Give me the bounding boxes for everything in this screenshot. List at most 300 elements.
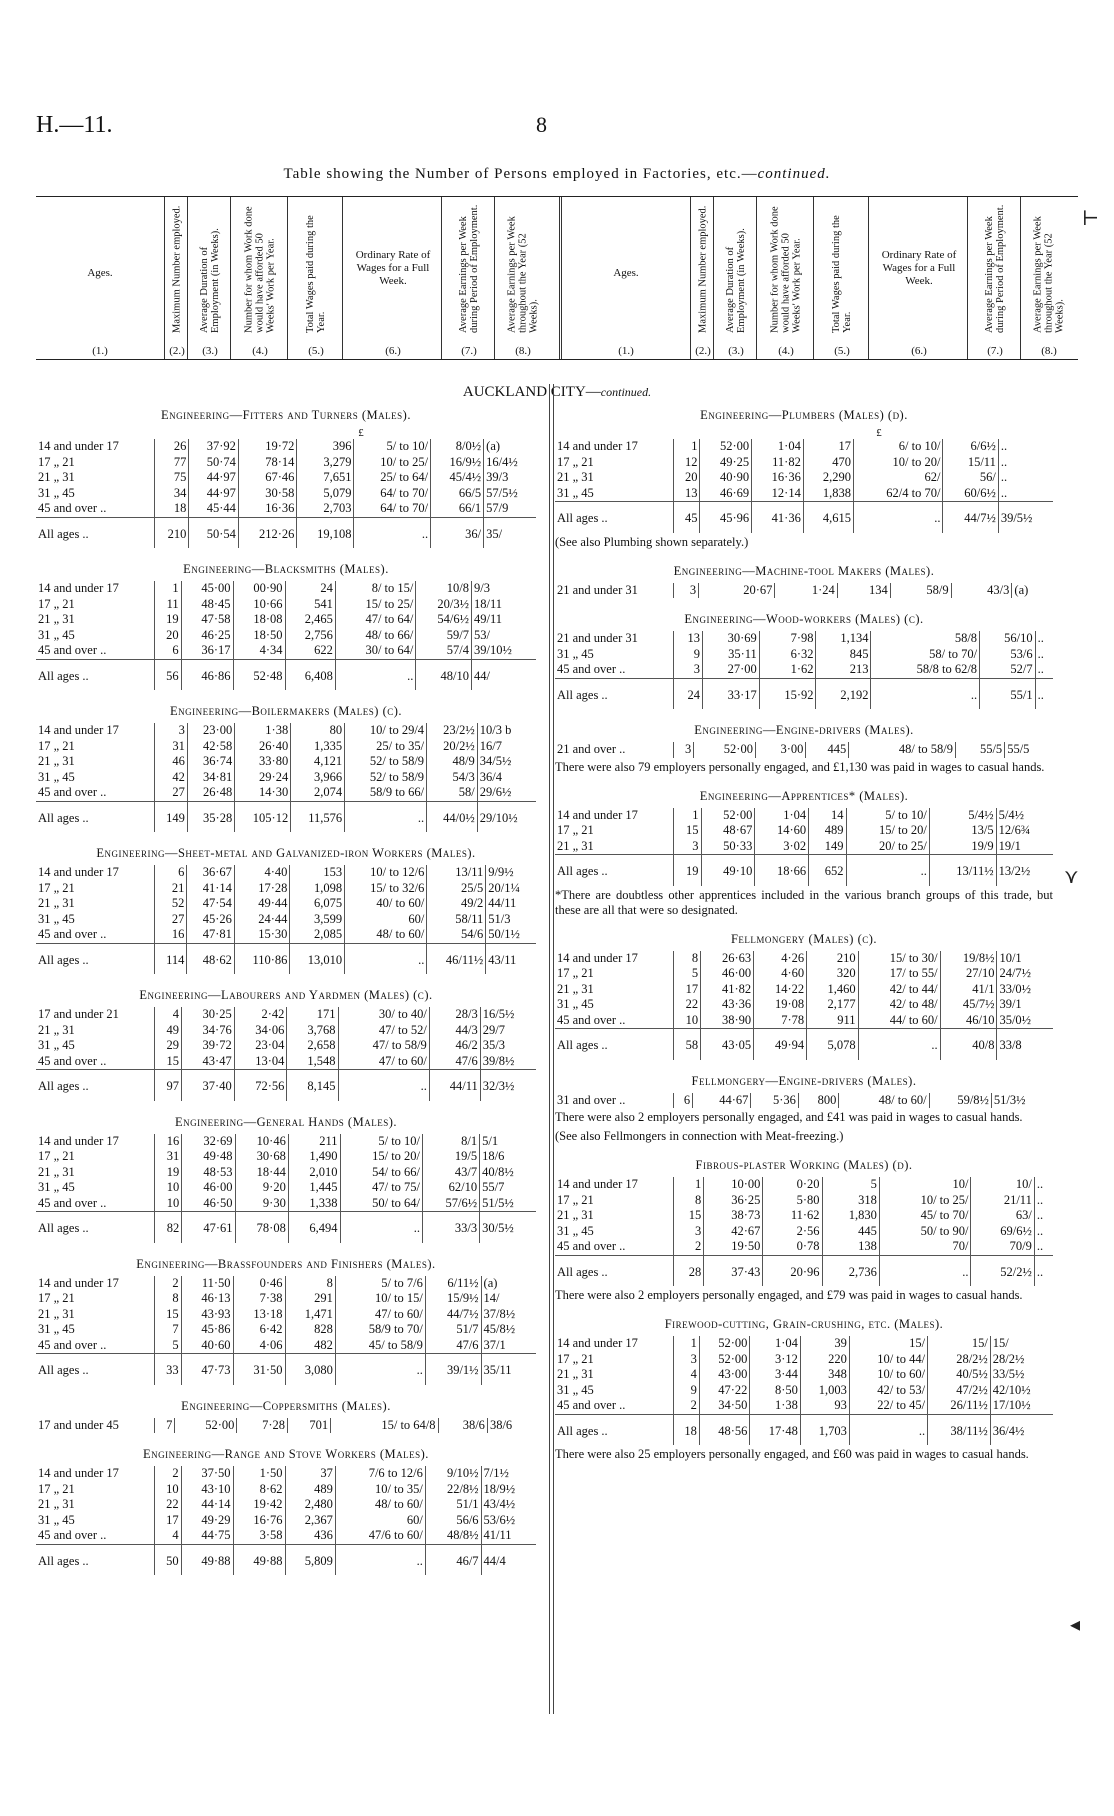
value-cell: ..: [853, 502, 943, 533]
value-cell: 16: [155, 1134, 182, 1150]
section-title: Firewood-cutting, Grain-crushing, etc. (Males).: [664, 1317, 944, 1331]
value-cell: 828: [285, 1322, 335, 1338]
column-number: (2.): [695, 345, 711, 357]
value-cell: 14·60: [755, 823, 809, 839]
value-cell: 43/7: [423, 1165, 480, 1181]
total-row: [555, 855, 1053, 886]
value-cell: ..: [1036, 1208, 1044, 1222]
section-note: (See also Fellmongers in connection with Meat-freezing.): [555, 1129, 844, 1143]
value-cell: 19,108: [297, 517, 354, 548]
value-cell: 6/11½: [425, 1276, 481, 1292]
value-cell: 12·14: [752, 486, 804, 502]
value-cell: 58/11: [427, 912, 486, 928]
age-cell: 31 „ 45: [36, 628, 155, 644]
age-cell: 31 „ 45: [555, 997, 674, 1013]
age-cell: All ages ..: [555, 1414, 674, 1445]
column-header-left: [36, 197, 555, 359]
column-number: (2.): [169, 345, 185, 357]
age-cell: All ages ..: [555, 1255, 674, 1286]
value-cell: 44·67: [693, 1093, 751, 1109]
value-cell: 29/10½: [477, 801, 536, 832]
value-cell: 82: [155, 1212, 182, 1243]
value-cell: ..: [846, 855, 929, 886]
data-table: [36, 1276, 536, 1385]
value-cell: 0·46: [233, 1276, 285, 1292]
value-cell: 13/2½: [996, 855, 1053, 886]
column-number: (7.): [461, 345, 477, 357]
value-cell: 39/3: [486, 470, 509, 484]
value-cell: 62/: [853, 470, 943, 486]
page-number: 8: [536, 112, 547, 137]
value-cell: 2: [155, 1466, 182, 1482]
table-row: [36, 1134, 536, 1150]
value-cell: 63/: [971, 1208, 1034, 1224]
value-cell: 48/ to 66/: [335, 628, 415, 644]
value-cell: 30/ to 40/: [338, 1007, 429, 1023]
value-cell: 51/1: [425, 1497, 481, 1513]
value-cell: ..: [354, 517, 431, 548]
value-cell: 62/4 to 70/: [853, 486, 943, 502]
value-cell: 20/1¼: [488, 880, 520, 895]
column-header-label: Average Duration of Employment (in Weeks).: [725, 228, 747, 333]
value-cell: 44/: [472, 659, 536, 690]
value-cell: 52·00: [699, 1352, 750, 1368]
value-cell: 34: [155, 486, 189, 502]
value-cell: 33/3: [423, 1212, 480, 1243]
value-cell: 6: [155, 865, 187, 881]
age-cell: All ages ..: [36, 943, 155, 974]
value-cell: 38/6: [489, 1417, 513, 1432]
column-divider: [549, 384, 554, 1714]
value-cell: 78·14: [238, 455, 297, 471]
table-section: [36, 1399, 536, 1434]
value-cell: 44·97: [189, 486, 239, 502]
value-cell: 43/3: [951, 583, 1012, 599]
section-title: Engineering—Labourers and Yardmen (Males) (c).: [139, 988, 433, 1002]
value-cell: 2,658: [287, 1038, 338, 1054]
total-row: [555, 1255, 1053, 1286]
value-cell: 5,809: [285, 1544, 335, 1575]
value-cell: ..: [335, 1544, 425, 1575]
value-cell: 47·22: [699, 1383, 750, 1399]
value-cell: 44·97: [189, 470, 239, 486]
value-cell: 37·50: [181, 1466, 233, 1482]
value-cell: 3: [155, 723, 188, 739]
value-cell: 29·24: [235, 770, 291, 786]
value-cell: 21: [155, 881, 187, 897]
value-cell: 15·92: [759, 678, 816, 709]
value-cell: 45/7½: [940, 997, 997, 1013]
age-cell: All ages ..: [36, 1070, 155, 1101]
value-cell: 1: [674, 808, 702, 824]
value-cell: 1,703: [800, 1414, 849, 1445]
age-cell: 21 „ 31: [36, 470, 155, 486]
value-cell: 18/6: [482, 1149, 505, 1163]
value-cell: 15/ to 30/: [858, 951, 940, 967]
column-number: (3.): [202, 345, 218, 357]
value-cell: 9·20: [235, 1180, 288, 1196]
value-cell: 38·73: [704, 1208, 763, 1224]
table-row: [555, 455, 1053, 471]
age-cell: 21 „ 31: [36, 1307, 155, 1323]
value-cell: 800: [798, 1093, 838, 1109]
value-cell: 23/2½: [427, 723, 478, 739]
value-cell: 34/5½: [479, 754, 512, 768]
table-row: [555, 1193, 1053, 1209]
age-cell: 14 and under 17: [36, 1276, 155, 1292]
value-cell: 27: [155, 785, 188, 801]
table-row: [36, 1038, 536, 1054]
value-cell: 44/11: [488, 896, 517, 910]
value-cell: 49/11: [474, 612, 503, 626]
value-cell: 3,768: [287, 1023, 338, 1039]
age-cell: 21 „ 31: [36, 1023, 155, 1039]
value-cell: 5/ to 10/: [846, 808, 929, 824]
page-header: [36, 112, 1078, 152]
value-cell: 18/9½: [483, 1481, 516, 1496]
value-cell: 16·76: [233, 1513, 285, 1529]
age-cell: 45 and over ..: [36, 1196, 155, 1212]
value-cell: 10/3 b: [479, 723, 512, 737]
age-cell: 45 and over ..: [555, 1398, 674, 1414]
value-cell: 1·04: [752, 439, 804, 455]
column-header-label: Total Wages paid during the Year.: [305, 215, 327, 333]
value-cell: 10/8: [416, 581, 472, 597]
value-cell: 52/ to 58/9: [345, 770, 427, 786]
value-cell: ..: [1036, 1177, 1044, 1191]
age-cell: 17 „ 21: [555, 823, 674, 839]
section-note: There were also 25 employers personally engaged, and £60 was paid in wages to casual hands.: [555, 1447, 1029, 1461]
value-cell: ..: [879, 1255, 971, 1286]
value-cell: 58/9 to 70/: [335, 1322, 425, 1338]
value-cell: 52·00: [701, 808, 755, 824]
age-cell: 17 „ 21: [36, 455, 155, 471]
table-title-continued: continued.: [757, 166, 831, 182]
value-cell: 7·78: [754, 1013, 807, 1029]
total-row: [36, 943, 536, 974]
age-cell: 31 „ 45: [36, 486, 155, 502]
value-cell: 44/3: [429, 1023, 480, 1039]
value-cell: 43/11: [486, 943, 536, 974]
value-cell: 13: [674, 631, 703, 647]
value-cell: 2,177: [807, 997, 858, 1013]
value-cell: 45/ to 58/9: [335, 1338, 425, 1354]
value-cell: 15/11: [943, 455, 998, 471]
table-section: [36, 1257, 536, 1385]
value-cell: 16·36: [752, 470, 804, 486]
table-row: [36, 455, 536, 471]
value-cell: 2,074: [291, 785, 345, 801]
value-cell: 8,145: [287, 1070, 338, 1101]
age-cell: 21 „ 31: [36, 1165, 155, 1181]
age-cell: 14 and under 17: [36, 723, 155, 739]
value-cell: 47/2½: [928, 1383, 991, 1399]
value-cell: 35/3: [482, 1038, 505, 1052]
value-cell: 14: [809, 808, 846, 824]
age-cell: 17 „ 21: [36, 1149, 155, 1165]
value-cell: 6·32: [759, 647, 816, 663]
value-cell: 2,480: [285, 1497, 335, 1513]
value-cell: 47·73: [181, 1354, 233, 1385]
value-cell: 77: [155, 455, 189, 471]
value-cell: 39/1: [999, 997, 1022, 1011]
table-row: [555, 951, 1053, 967]
table-row: [36, 1307, 536, 1323]
data-table: [36, 1418, 536, 1434]
value-cell: 18/11: [474, 596, 503, 611]
data-table: [555, 742, 1053, 758]
value-cell: 40/8: [940, 1029, 997, 1060]
table-row: [555, 583, 1053, 599]
value-cell: 10: [155, 1180, 182, 1196]
value-cell: 36/4: [479, 769, 502, 784]
value-cell: 20: [155, 628, 182, 644]
table-row: [36, 470, 536, 486]
value-cell: (a): [486, 439, 501, 453]
table-row: [555, 1224, 1053, 1240]
value-cell: 40/ to 60/: [345, 896, 427, 912]
table-row: [36, 723, 536, 739]
value-cell: 3,966: [291, 770, 345, 786]
value-cell: 7/6 to 12/6: [335, 1466, 425, 1482]
value-cell: 15/ to 64/8: [331, 1418, 438, 1434]
total-row: [555, 678, 1053, 709]
value-cell: 6: [674, 1093, 693, 1109]
table-row: [36, 770, 536, 786]
column-number: (4.): [778, 345, 794, 357]
table-row: [555, 439, 1053, 455]
value-cell: 37/8½: [483, 1306, 516, 1321]
value-cell: 47/ to 75/: [340, 1180, 423, 1196]
value-cell: 3: [674, 1352, 700, 1368]
value-cell: 5/4½: [929, 808, 996, 824]
total-row: [36, 801, 536, 832]
value-cell: 47/6: [429, 1054, 480, 1070]
value-cell: 5: [155, 1338, 182, 1354]
value-cell: 36/4½: [990, 1414, 1053, 1445]
age-cell: 14 and under 17: [36, 1134, 155, 1150]
value-cell: 42·67: [704, 1224, 763, 1240]
value-cell: 5/4½: [998, 807, 1024, 822]
value-cell: 2: [155, 1276, 182, 1292]
column-number: (4.): [252, 345, 268, 357]
value-cell: 36/: [431, 517, 484, 548]
total-row: [555, 1414, 1053, 1445]
value-cell: 17: [674, 982, 701, 998]
value-cell: 44/11: [429, 1070, 480, 1101]
table-row: [555, 1177, 1053, 1193]
value-cell: 52·00: [699, 1336, 750, 1352]
value-cell: 8: [674, 951, 701, 967]
table-row: [555, 982, 1053, 998]
currency-symbol: £: [876, 427, 882, 439]
value-cell: 54/6½: [416, 612, 472, 628]
age-cell: All ages ..: [555, 678, 674, 709]
value-cell: 57/6½: [423, 1196, 480, 1212]
value-cell: 46/10: [940, 1013, 997, 1029]
table-row: [555, 1013, 1053, 1029]
value-cell: 1,335: [291, 739, 345, 755]
value-cell: 43·36: [701, 997, 754, 1013]
column-header-1: [562, 197, 691, 359]
value-cell: 46: [155, 754, 188, 770]
value-cell: 52·00: [175, 1418, 237, 1434]
value-cell: 58/8 to 62/8: [871, 662, 980, 678]
data-table: [36, 1007, 536, 1101]
value-cell: 34·50: [699, 1398, 750, 1414]
value-cell: 44/7½: [425, 1307, 481, 1323]
value-cell: 470: [803, 455, 853, 471]
total-row: [36, 1354, 536, 1385]
value-cell: 45/4½: [431, 470, 484, 486]
column-number: (5.): [834, 345, 850, 357]
table-row: [555, 647, 1053, 663]
section-note: There were also 2 employers personally engaged, and £41 was paid in wages to casual hands.: [555, 1110, 1023, 1124]
section-title: Engineering—Wood-workers (Males) (c).: [684, 612, 924, 626]
value-cell: 47/ to 60/: [335, 1307, 425, 1323]
data-table: [36, 723, 536, 832]
value-cell: 845: [816, 647, 871, 663]
value-cell: ..: [871, 678, 980, 709]
value-cell: 43·00: [699, 1367, 750, 1383]
value-cell: 622: [285, 643, 335, 659]
value-cell: 30·58: [238, 486, 297, 502]
data-table: [555, 951, 1053, 1060]
value-cell: (a): [483, 1275, 498, 1290]
value-cell: 36·67: [187, 865, 234, 881]
value-cell: 138: [822, 1239, 879, 1255]
table-row: [36, 927, 536, 943]
value-cell: 4: [155, 1528, 182, 1544]
value-cell: 45/ to 70/: [879, 1208, 971, 1224]
table-row: [36, 581, 536, 597]
column-header-label: Maximum Number employed.: [697, 205, 709, 333]
table-row: [36, 1466, 536, 1482]
age-cell: 45 and over ..: [555, 1013, 674, 1029]
value-cell: 3,599: [290, 912, 345, 928]
section-title: Fellmongery (Males) (c).: [730, 931, 878, 946]
value-cell: 10: [155, 1196, 182, 1212]
value-cell: 47·61: [182, 1212, 235, 1243]
section-title: Engineering—Apprentices* (Males).: [699, 788, 909, 803]
table-row: [36, 612, 536, 628]
table-section: [36, 562, 536, 690]
value-cell: 62/10: [423, 1180, 480, 1196]
value-cell: 58/ to 70/: [871, 647, 980, 663]
value-cell: 49·44: [234, 896, 290, 912]
value-cell: 45·44: [189, 501, 239, 517]
table-section: [36, 988, 536, 1101]
table-row: [555, 1398, 1053, 1414]
age-cell: 17 „ 21: [555, 966, 674, 982]
value-cell: 45·00: [181, 581, 233, 597]
total-row: [555, 1029, 1053, 1060]
value-cell: 15/ to 32/6: [345, 881, 427, 897]
value-cell: 30/ to 64/: [335, 643, 415, 659]
value-cell: 18: [155, 501, 189, 517]
value-cell: 49·48: [182, 1149, 235, 1165]
value-cell: 51/7: [425, 1322, 481, 1338]
value-cell: 15/: [992, 1336, 1009, 1350]
value-cell: 39: [800, 1336, 849, 1352]
value-cell: 53/6½: [483, 1512, 516, 1527]
section-note: (See also Plumbing shown separately.): [555, 534, 749, 549]
value-cell: 52·48: [233, 659, 285, 690]
age-cell: 14 and under 17: [555, 439, 674, 455]
value-cell: 1·38: [235, 723, 291, 739]
value-cell: 220: [800, 1352, 849, 1368]
value-cell: 56/6: [425, 1513, 481, 1529]
value-cell: 19·08: [754, 997, 807, 1013]
value-cell: 31·50: [233, 1354, 285, 1385]
value-cell: 1,838: [803, 486, 853, 502]
table-row: [36, 1528, 536, 1544]
table-row: [36, 754, 536, 770]
table-section: [555, 1158, 1053, 1303]
value-cell: 50/1½: [488, 927, 520, 941]
column-header-7: [970, 197, 1021, 359]
value-cell: 15: [674, 1208, 704, 1224]
value-cell: 35/0½: [999, 1012, 1032, 1027]
value-cell: 52·00: [694, 742, 756, 758]
table-section: [36, 846, 536, 974]
age-cell: 21 „ 31: [36, 612, 155, 628]
value-cell: 1·24: [775, 583, 837, 599]
value-cell: 18: [674, 1414, 700, 1445]
value-cell: 482: [285, 1338, 335, 1354]
value-cell: 15/9½: [425, 1291, 481, 1307]
table-row: [555, 1239, 1053, 1255]
age-cell: 17 „ 21: [36, 1482, 155, 1498]
table-row: [555, 808, 1053, 824]
value-cell: 50: [155, 1544, 182, 1575]
value-cell: 55/7: [482, 1180, 505, 1194]
value-cell: 318: [822, 1193, 879, 1209]
value-cell: 40/5½: [928, 1367, 991, 1383]
value-cell: 28/3: [429, 1007, 480, 1023]
value-cell: 0·20: [763, 1177, 822, 1193]
table-row: [36, 739, 536, 755]
value-cell: 46·50: [182, 1196, 235, 1212]
value-cell: 15/ to 20/: [340, 1149, 423, 1165]
table-section: [36, 408, 536, 548]
margin-mark-icon: ⊢: [1082, 208, 1100, 230]
total-row: [36, 659, 536, 690]
value-cell: 210: [155, 517, 189, 548]
section-title: Engineering—General Hands (Males).: [175, 1114, 397, 1129]
table-section: [555, 564, 1053, 599]
value-cell: ..: [1000, 470, 1008, 484]
section-banner: [0, 384, 1114, 401]
value-cell: 47/ to 52/: [338, 1023, 429, 1039]
value-cell: 489: [285, 1482, 335, 1498]
margin-mark-icon: ◂: [1070, 1614, 1081, 1636]
value-cell: 10/ to 20/: [853, 455, 943, 471]
table-row: [36, 1497, 536, 1513]
value-cell: 13/11: [427, 865, 486, 881]
value-cell: 75: [155, 470, 189, 486]
value-cell: 42/ to 48/: [858, 997, 940, 1013]
value-cell: 48/ to 58/9: [849, 742, 956, 758]
age-cell: 21 „ 31: [555, 982, 674, 998]
value-cell: 8: [155, 1291, 182, 1307]
value-cell: 49·10: [701, 855, 755, 886]
value-cell: 30·68: [235, 1149, 288, 1165]
value-cell: 105·12: [235, 801, 291, 832]
value-cell: 15/: [849, 1336, 927, 1352]
value-cell: 6,494: [288, 1212, 340, 1243]
value-cell: 22: [155, 1497, 182, 1513]
